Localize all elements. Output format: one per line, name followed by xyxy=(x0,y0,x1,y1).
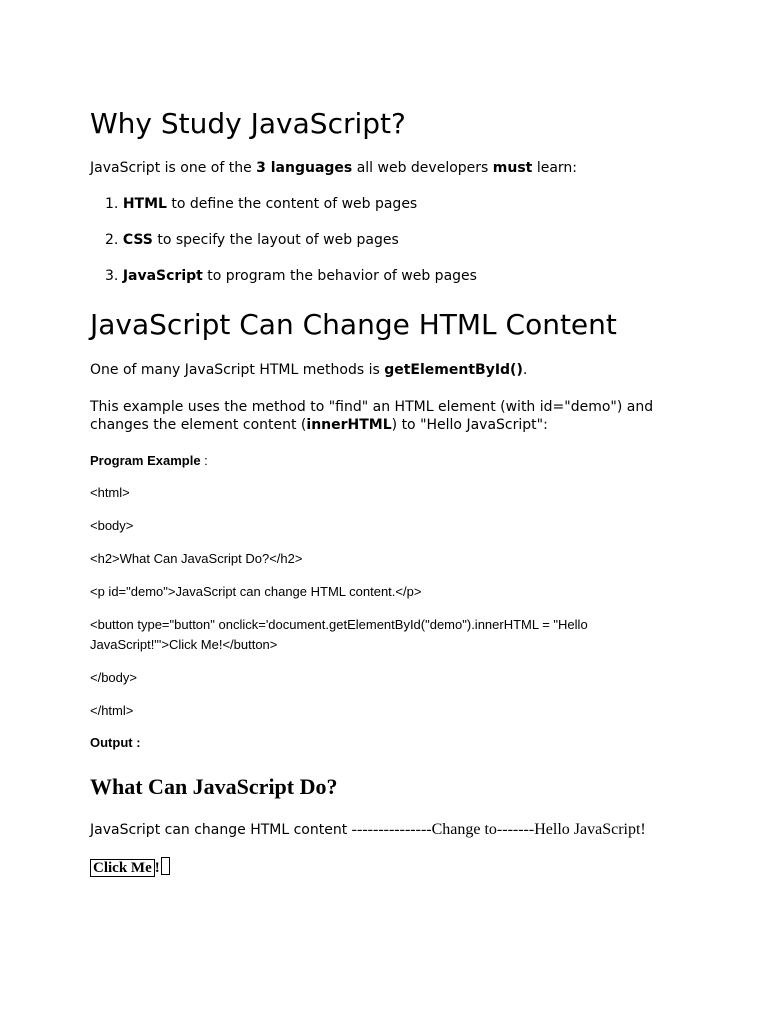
intro-text-3: learn: xyxy=(532,160,578,176)
intro-bold-2: must xyxy=(492,160,533,176)
code-line: JavaScript!"'>Click Me!</button> xyxy=(90,637,278,652)
list-item-bold: HTML xyxy=(122,196,167,212)
list-item xyxy=(105,266,477,286)
code-line: <html> xyxy=(90,485,130,500)
example-text-2: ) to "Hello JavaScript": xyxy=(391,417,548,433)
example-text-1: changes the element content ( xyxy=(90,417,307,433)
output-text-serif: ---------------Change to-------Hello JavaScript! xyxy=(351,821,646,838)
program-example-bold: Program Example xyxy=(90,453,201,468)
intro-bold-1: 3 languages xyxy=(256,160,353,176)
list-item xyxy=(105,194,417,214)
example-line-2 xyxy=(90,415,548,435)
intro-text-1: JavaScript is one of the xyxy=(90,160,257,176)
method-name: getElementById() xyxy=(384,362,523,378)
list-number: 2. xyxy=(105,232,119,248)
inner-html-term: innerHTML xyxy=(306,417,392,433)
intro-paragraph xyxy=(90,158,577,178)
example-line-1: This example uses the method to "find" an HTML element (with id="demo") and xyxy=(90,399,654,415)
list-item-text: to define the content of web pages xyxy=(166,196,418,212)
methods-paragraph xyxy=(90,360,527,380)
program-example-colon: : xyxy=(200,453,208,468)
output-button-row xyxy=(90,857,170,877)
list-item-text: to program the behavior of web pages xyxy=(202,268,477,284)
intro-text-2: all web developers xyxy=(352,160,493,176)
output-label: Output : xyxy=(90,735,141,750)
code-line: </html> xyxy=(90,703,134,718)
list-number: 1. xyxy=(105,196,119,212)
code-line: <h2>What Can JavaScript Do?</h2> xyxy=(90,551,303,566)
program-example-label xyxy=(90,451,208,471)
click-me-button[interactable]: Click Me xyxy=(90,859,155,877)
list-number: 3. xyxy=(105,268,119,284)
methods-text-2: . xyxy=(522,362,528,378)
list-item-bold: JavaScript xyxy=(122,268,203,284)
list-item-text: to specify the layout of web pages xyxy=(152,232,399,248)
missing-glyph-icon xyxy=(161,857,170,875)
methods-text-1: One of many JavaScript HTML methods is xyxy=(90,362,385,378)
button-exclamation: ! xyxy=(154,860,160,876)
code-line: </body> xyxy=(90,670,137,685)
output-heading: What Can JavaScript Do? xyxy=(90,774,338,799)
heading-why-study: Why Study JavaScript? xyxy=(90,107,406,140)
list-item-bold: CSS xyxy=(122,232,153,248)
heading-change-html: JavaScript Can Change HTML Content xyxy=(90,308,617,341)
code-line: <body> xyxy=(90,518,134,533)
code-line: <p id="demo">JavaScript can change HTML content.</p> xyxy=(90,584,422,599)
output-paragraph xyxy=(90,819,646,841)
output-text-sans: JavaScript can change HTML content xyxy=(90,822,352,838)
list-item xyxy=(105,230,399,250)
code-line: <button type="button" onclick='document.getElementById("demo").innerHTML = "Hello xyxy=(90,617,588,632)
